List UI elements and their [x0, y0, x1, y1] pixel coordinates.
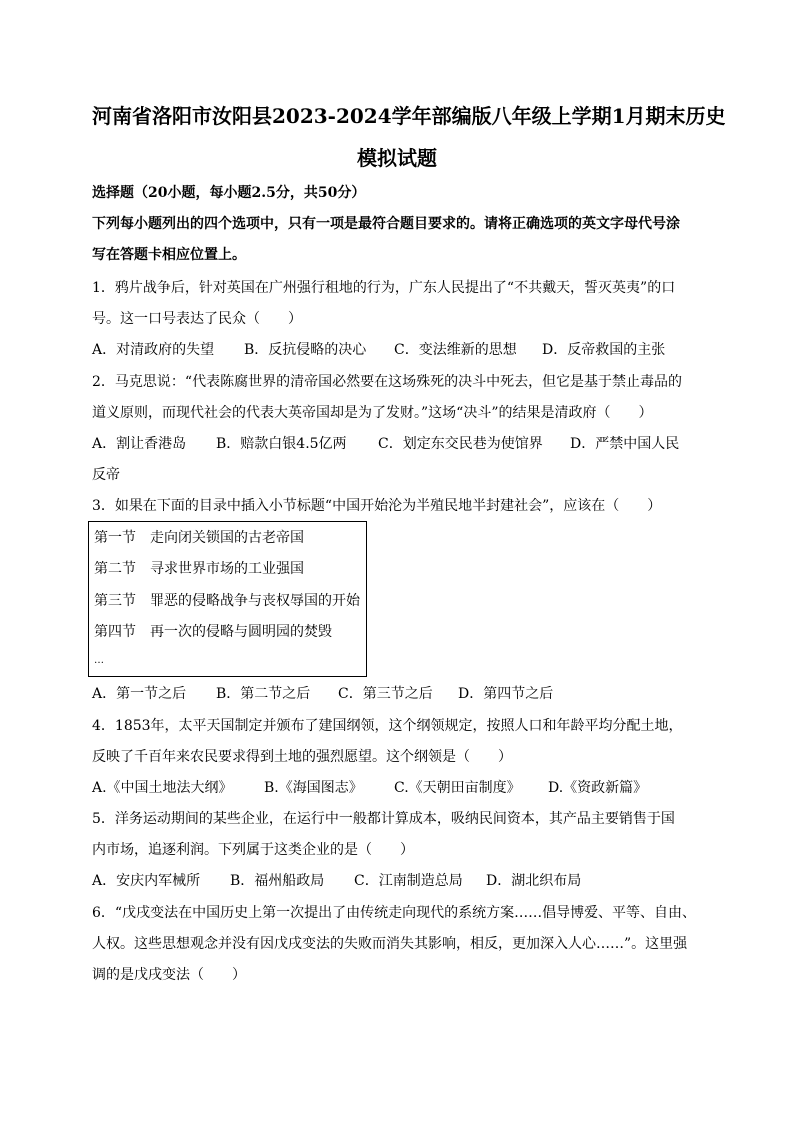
question-5-line-2: 内市场，追逐利润。下列属于这类企业的是（ ）	[92, 842, 414, 858]
question-5-option-d: D．湖北织布局	[486, 873, 582, 889]
question-1-option-b: B．反抗侵略的决心	[244, 342, 367, 358]
question-4-option-a: A.《中国土地法大纲》	[92, 780, 233, 796]
question-2-continuation: 反帝	[92, 467, 120, 483]
exam-title-line-1: 河南省洛阳市汝阳县2023-2024学年部编版八年级上学期1月期末历史	[92, 104, 726, 128]
question-1-line-1: 1．鸦片战争后，针对英国在广州强行租地的行为，广东人民提出了“不共戴天，誓灭英夷”的口	[92, 280, 676, 296]
question-3-option-d: D．第四节之后	[458, 686, 554, 702]
question-1-option-a: A．对清政府的失望	[92, 342, 215, 358]
question-4-line-2: 反映了千百年来农民要求得到土地的强烈愿望。这个纲领是（ ）	[92, 749, 512, 765]
instructions-line-1: 下列每小题列出的四个选项中，只有一项是最符合题目要求的。请将正确选项的英文字母代号涂	[92, 216, 680, 232]
question-2-option-d: D．严禁中国人民	[570, 436, 680, 452]
question-2-option-b: B．赔款白银4.5亿两	[216, 436, 347, 452]
toc-section-2: 第二节 寻求世界市场的工业强国	[94, 561, 304, 577]
question-1-line-2: 号。这一口号表达了民众（ ）	[92, 311, 302, 327]
question-3-option-c: C．第三节之后	[338, 686, 433, 702]
question-5-line-1: 5．洋务运动期间的某些企业，在运行中一般都计算成本，吸纳民间资本，其产品主要销售于国	[92, 811, 675, 827]
question-6-line-3: 调的是戊戌变法（ ）	[92, 967, 246, 983]
toc-section-3: 第三节 罪恶的侵略战争与丧权辱国的开始	[94, 593, 360, 609]
question-6-line-1: 6．“戊戌变法在中国历史上第一次提出了由传统走向现代的系统方案……倡导博爱、平等、自由、	[92, 905, 697, 921]
table-of-contents-box	[88, 521, 367, 677]
question-5-option-a: A．安庆内军械所	[92, 873, 201, 889]
question-1-option-d: D．反帝救国的主张	[542, 342, 666, 358]
question-5-option-b: B．福州船政局	[230, 873, 325, 889]
question-3-option-b: B．第二节之后	[216, 686, 311, 702]
toc-section-1: 第一节 走向闭关锁国的古老帝国	[94, 530, 304, 546]
section-header: 选择题（20小题，每小题2.5分，共50分）	[92, 185, 366, 201]
question-2-line-1: 2．马克思说：“代表陈腐世界的清帝国必然要在这场殊死的决斗中死去，但它是基于禁止毒品的	[92, 374, 683, 390]
exam-title-line-2: 模拟试题	[357, 146, 437, 170]
question-4-option-b: B.《海国图志》	[264, 780, 363, 796]
question-2-line-2: 道义原则，而现代社会的代表大英帝国却是为了发财。”这场“决斗”的结果是清政府（ ）	[92, 405, 653, 421]
question-6-line-2: 人权。这些思想观念并没有因戊戌变法的失败而消失其影响，相反，更加深入人心……”。这里强	[92, 936, 688, 952]
toc-ellipsis: …	[94, 655, 104, 666]
toc-section-4: 第四节 再一次的侵略与圆明园的焚毁	[94, 624, 332, 640]
question-4-line-1: 4．1853年，太平天国制定并颁布了建国纲领，这个纲领规定，按照人口和年龄平均分配土地，	[92, 718, 683, 734]
question-1-option-c: C．变法维新的思想	[394, 342, 517, 358]
question-3-option-a: A．第一节之后	[92, 686, 187, 702]
question-2-option-c: C．划定东交民巷为使馆界	[378, 436, 543, 452]
question-3-line-1: 3．如果在下面的目录中插入小节标题“中国开始沦为半殖民地半封建社会”，应该在（ ）	[92, 498, 662, 514]
instructions-line-2: 写在答题卡相应位置上。	[92, 247, 246, 263]
question-4-option-d: D.《资政新篇》	[548, 780, 648, 796]
question-4-option-c: C.《天朝田亩制度》	[394, 780, 521, 796]
question-2-option-a: A．割让香港岛	[92, 436, 187, 452]
question-5-option-c: C．江南制造总局	[354, 873, 463, 889]
